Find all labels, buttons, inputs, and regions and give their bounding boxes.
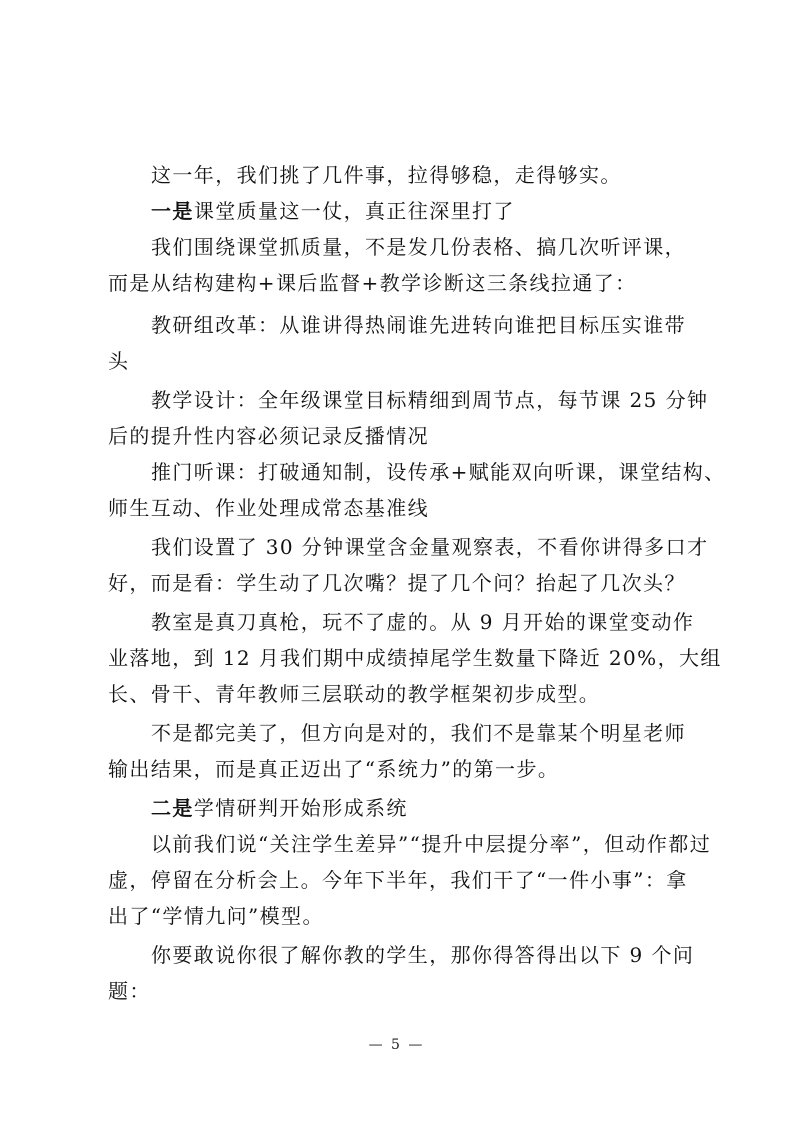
- paragraph-line: 头: [108, 349, 130, 373]
- paragraph-line: 你要敢说你很了解你教的学生，那你得答得出以下 9 个问: [151, 943, 695, 967]
- paragraph-line: 教室是真刀真枪，玩不了虚的。从 9 月开始的课堂变动作: [151, 610, 695, 634]
- paragraph-line: 而是从结构建构+课后监督+教学诊断这三条线拉通了：: [108, 271, 637, 295]
- paragraph-line: 出了“学情九问”模型。: [108, 904, 324, 928]
- paragraph-line: 长、骨干、青年教师三层联动的教学框架初步成型。: [108, 682, 601, 706]
- section-lead: 二是: [151, 796, 194, 820]
- paragraph-line: 我们围绕课堂抓质量，不是发几份表格、搞几次听评课，: [151, 235, 686, 259]
- paragraph-line: 推门听课：打破通知制，设传承+赋能双向听课，课堂结构、: [151, 460, 726, 484]
- page-number: — 5 —: [368, 1037, 425, 1053]
- paragraph-line: 业落地，到 12 月我们期中成绩掉尾学生数量下降近 20%，大组: [108, 646, 722, 670]
- section-heading: 一是课堂质量这一仗，真正往深里打了: [151, 199, 515, 223]
- paragraph-line: 师生互动、作业处理成常态基准线: [108, 496, 429, 520]
- paragraph-line: 我们设置了 30 分钟课堂含金量观察表，不看你讲得多口才: [151, 535, 709, 559]
- paragraph-line: 教研组改革：从谁讲得热闹谁先进转向谁把目标压实谁带: [151, 313, 686, 337]
- paragraph-line: 好，而是看：学生动了几次嘴？提了几个问？抬起了几次头？: [108, 571, 686, 595]
- paragraph-line: 输出结果，而是真正迈出了“系统力”的第一步。: [108, 757, 560, 781]
- paragraph-line: 教学设计：全年级课堂目标精细到周节点，每节课 25 分钟: [151, 388, 709, 412]
- paragraph-line: 虚，停留在分析会上。今年下半年，我们干了“一件小事”：拿: [108, 868, 688, 892]
- paragraph-line: 不是都完美了，但方向是对的，我们不是靠某个明星老师: [151, 721, 686, 745]
- paragraph-line: 以前我们说“关注学生差异”“提升中层提分率”，但动作都过: [151, 832, 712, 856]
- paragraph-line: 这一年，我们挑了几件事，拉得够稳，走得够实。: [151, 163, 622, 187]
- paragraph-line: 后的提升性内容必须记录反播情况: [108, 424, 429, 448]
- section-lead: 一是: [151, 199, 194, 223]
- section-heading: 二是学情研判开始形成系统: [151, 796, 408, 820]
- paragraph-line: 题：: [108, 979, 151, 1003]
